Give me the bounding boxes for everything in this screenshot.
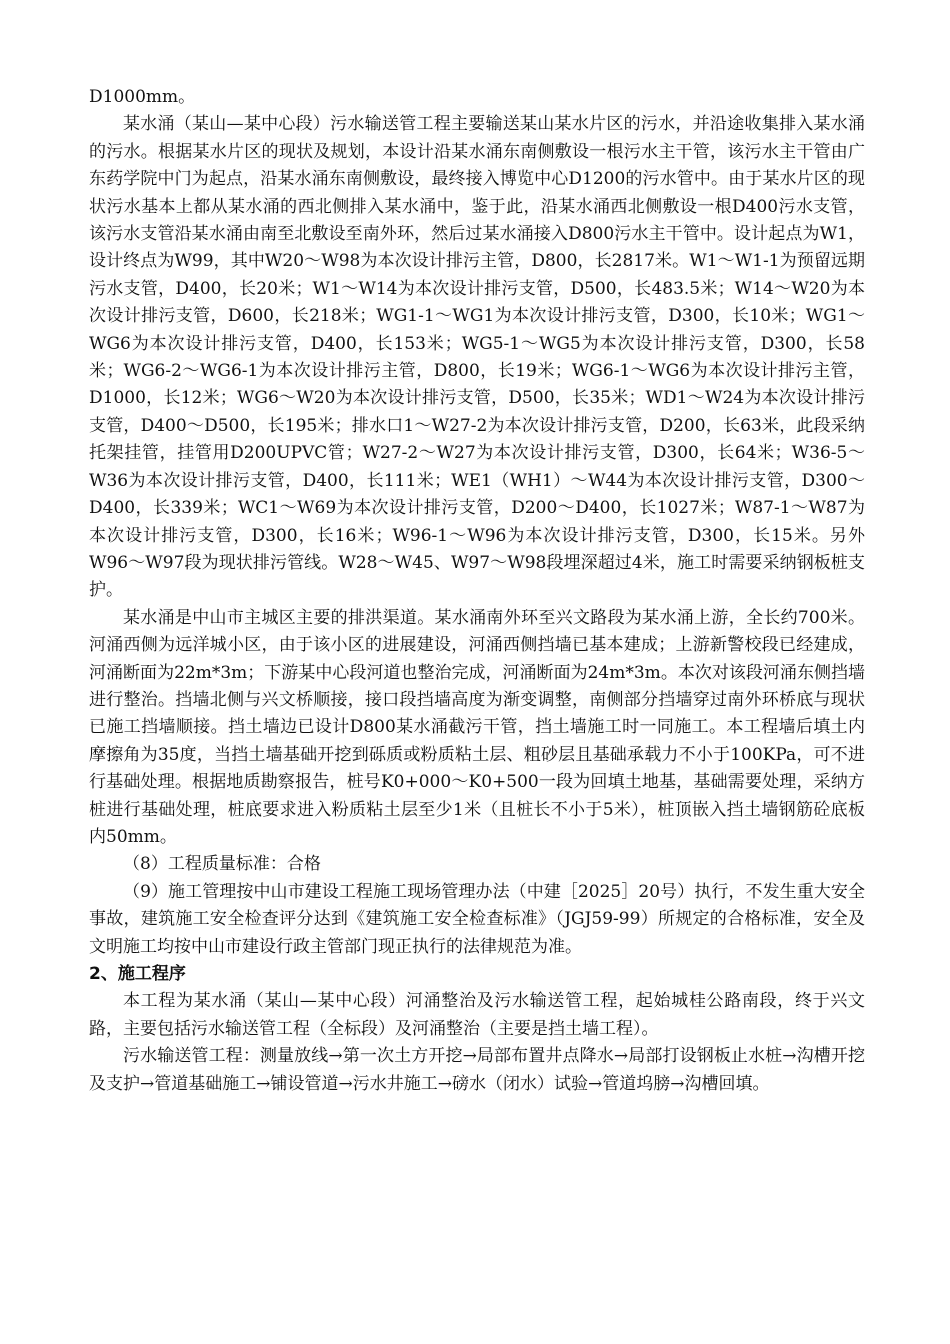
paragraph-project-scope: 本工程为某水涌（某山—某中心段）河涌整治及污水输送管工程，起始城桂公路南段，终于兴文路，主要包括污水输送管工程（全标段）及河涌整治（主要是挡土墙工程）。 bbox=[89, 991, 865, 1039]
paragraph-quality-standard: （8）工程质量标准：合格 bbox=[123, 854, 321, 875]
paragraph-sewer-procedure: 污水输送管工程：测量放线→第一次土方开挖→局部布置井点降水→局部打设钢板止水桩→沟槽开挖及支护→管道基础施工→铺设管道→污水井施工→磅水（闭水）试验→管道坞膀→沟槽回填。 bbox=[89, 1046, 865, 1094]
paragraph-continuation: D1000mm。 bbox=[89, 87, 196, 107]
section-heading: 2、施工程序 bbox=[89, 964, 186, 984]
paragraph-river-channel: 某水涌是中山市主城区主要的排洪渠道。某水涌南外环至兴文路段为某水涌上游，全长约700米。河涌西侧为远洋城小区，由于该小区的进展建设，河涌西侧挡墙已基本建成；上游新警校段已经建成，河涌断面为22m*3m；下游某中心段河道也整治完成，河涌断面为24m*3m。本次对该段河涌东侧挡墙进行整治。挡墙北侧与兴文桥顺接，接口段挡墙高度为渐变调整，南侧部分挡墙穿过南外环桥底与现状已施工挡墙顺接。挡土墙边已设计D800某水涌截污干管，挡土墙施工时一同施工。本工程墙后填土内摩擦角为35度，当挡土墙基础开挖到砾质或粉质粘土层、粗砂层且基础承载力不小于100KPa，可不进行基础处理。根据地质勘察报告，桩号K0+000～K0+500一段为回填土地基，基础需要处理，采纳方桩进行基础处理，桩底要求进入粉质粘土层至少1米（且桩长不小于5米），桩顶嵌入挡土墙钢筋砼底板内50mm。 bbox=[89, 607, 865, 847]
paragraph-construction-management: （9）施工管理按中山市建设工程施工现场管理办法（中建［2025］20号）执行，不发生重大安全事故，建筑施工安全检查评分达到《建筑施工安全检查标准》（JGJ59-99）所规定的合格标准，安全及文明施工均按中山市建设行政主管部门现正执行的法律规范为准。 bbox=[89, 881, 865, 957]
paragraph-sewer-pipeline: 某水涌（某山—某中心段）污水输送管工程主要输送某山某水片区的污水，并沿途收集排入某水涌的污水。根据某水片区的现状及规划，本设计沿某水涌东南侧敷设一根污水主干管，该污水主干管由广东药学院中门为起点，沿某水涌东南侧敷设，最终接入博览中心D1200的污水管中。由于某水片区的现状污水基本上都从某水涌的西北侧排入某水涌中，鉴于此，沿某水涌西北侧敷设一根D400污水支管，该污水支管沿某水涌由南至北敷设至南外环，然后过某水涌接入D800污水主干管中。设计起点为W1，设计终点为W99，其中W20～W98为本次设计排污主管，D800，长2817米。W1～W1-1为预留远期污水支管，D400，长20米；W1～W14为本次设计排污支管，D500，长483.5米；W14～W20为本次设计排污支管，D600，长218米；WG1-1～WG1为本次设计排污支管，D300，长10米；WG1～WG6为本次设计排污支管，D400，长153米；WG5-1～WG5为本次设计排污支管，D300，长58米；WG6-2～WG6-1为本次设计排污主管，D800，长19米；WG6-1～WG6为本次设计排污主管，D1000，长12米；WG6～W20为本次设计排污支管，D500，长35米；WD1～W24为本次设计排污支管，D400～D500，长195米；排水口1～W27-2为本次设计排污支管，D200，长63米，此段采纳托架挂管，挂管用D200UPVC管；W27-2～W27为本次设计排污支管，D300，长64米；W36-5～W36为本次设计排污支管，D400，长111米；WE1（WH1）～W44为本次设计排污支管，D300～D400，长339米；WC1～W69为本次设计排污支管，D200～D400，长1027米；W87-1～W87为本次设计排污支管，D300，长16米；W96-1～W96为本次设计排污支管，D300，长15米。另外W96～W97段为现状排污管线。W28～W45、W97～W98段埋深超过4米，施工时需要采纳钢板桩支护。 bbox=[89, 114, 865, 601]
document-page bbox=[89, 84, 865, 1098]
